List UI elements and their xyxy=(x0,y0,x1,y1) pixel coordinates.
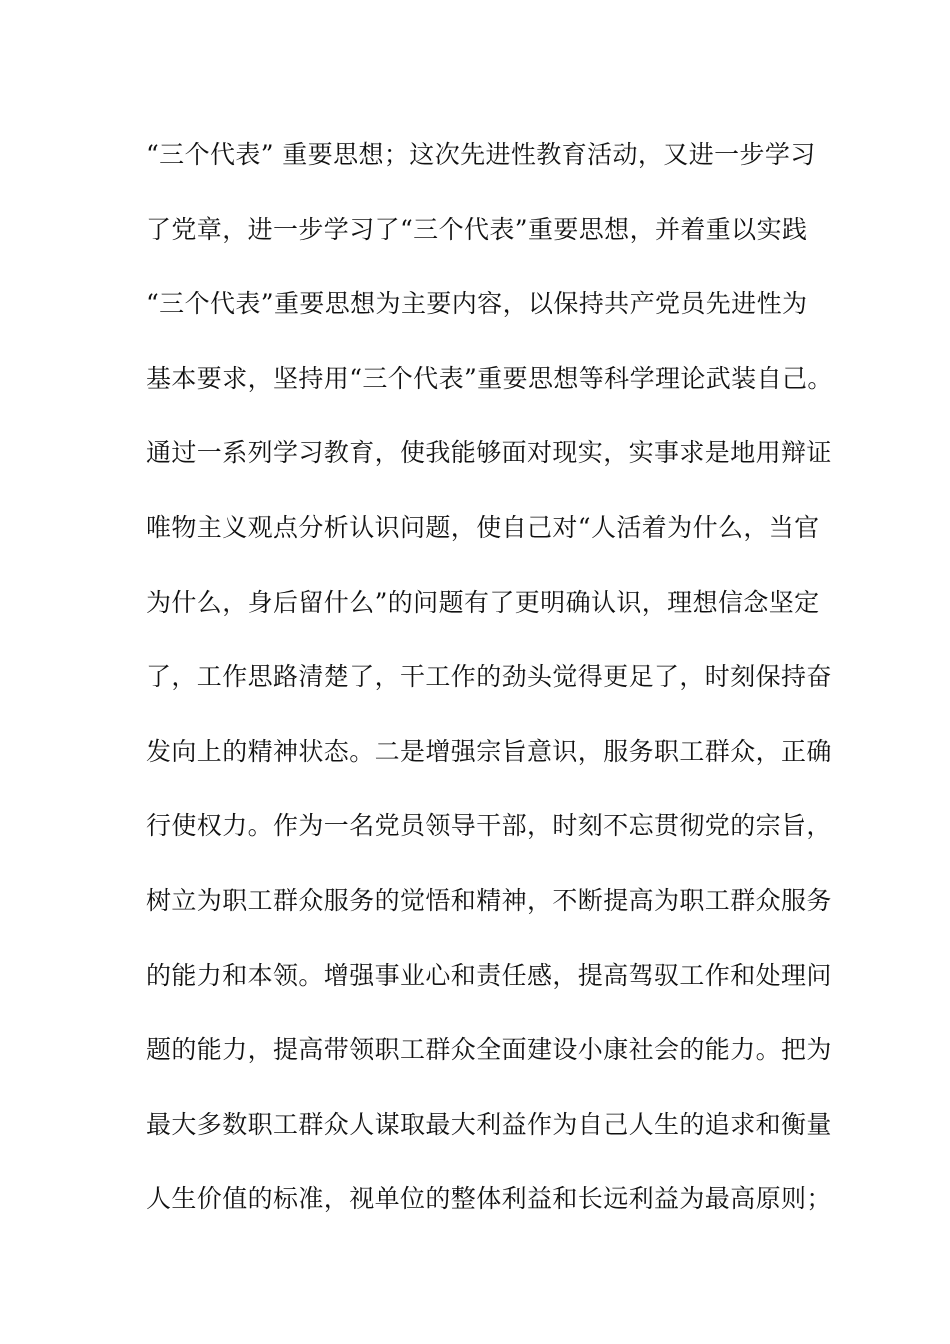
text-line: 了党章，进一步学习了“三个代表”重要思想，并着重以实践 xyxy=(146,214,808,244)
text-line: 为什么，身后留什么”的问题有了更明确认识，理想信念坚定 xyxy=(146,587,820,617)
text-line: 题的能力，提高带领职工群众全面建设小康社会的能力。把为 xyxy=(146,1035,832,1065)
text-line: “三个代表”重要思想为主要内容，以保持共产党员先进性为 xyxy=(146,289,808,319)
text-line: 发向上的精神状态。二是增强宗旨意识，服务职工群众，正确 xyxy=(146,736,832,766)
body-text xyxy=(146,135,833,1254)
text-line: 最大多数职工群众人谋取最大利益作为自己人生的追求和衡量 xyxy=(146,1109,832,1139)
text-line: 行使权力。作为一名党员领导干部，时刻不忘贯彻党的宗旨， xyxy=(146,811,832,841)
text-line: 树立为职工群众服务的觉悟和精神，不断提高为职工群众服务 xyxy=(146,885,832,915)
text-line: 的能力和本领。增强事业心和责任感，提高驾驭工作和处理问 xyxy=(146,960,832,990)
text-line: 唯物主义观点分析认识问题，使自己对“人活着为什么，当官 xyxy=(146,512,820,542)
text-line: 人生价值的标准，视单位的整体利益和长远利益为最高原则； xyxy=(146,1184,832,1214)
text-line: 基本要求，坚持用“三个代表”重要思想等科学理论武装自己。 xyxy=(146,363,833,393)
text-line: “三个代表” 重要思想；这次先进性教育活动，又进一步学习 xyxy=(146,140,816,169)
text-line: 了，工作思路清楚了，干工作的劲头觉得更足了，时刻保持奋 xyxy=(146,662,832,692)
text-line: 通过一系列学习教育，使我能够面对现实，实事求是地用辩证 xyxy=(146,438,832,468)
